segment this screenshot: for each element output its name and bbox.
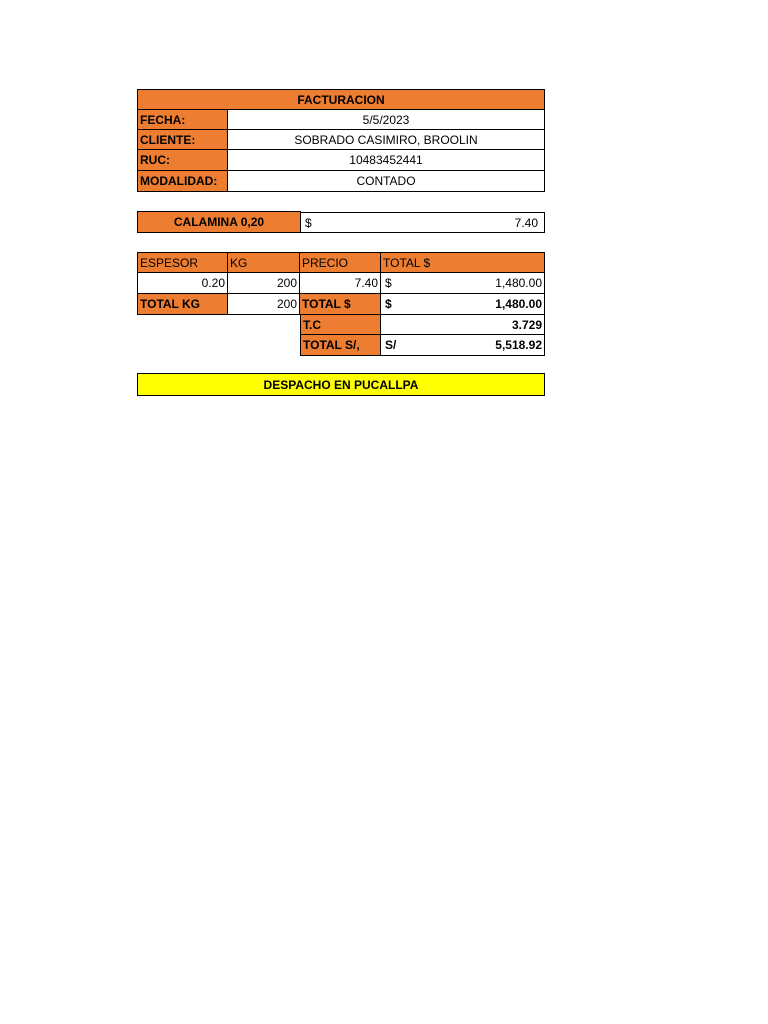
- cliente-label: CLIENTE:: [137, 130, 228, 150]
- product-price-cell: [301, 212, 545, 233]
- modalidad-value: CONTADO: [228, 171, 545, 192]
- row-kg: 200: [228, 273, 300, 294]
- currency-symbol: $: [305, 215, 312, 230]
- tc-value: 3.729: [381, 315, 545, 335]
- header-total-usd: TOTAL $: [381, 252, 545, 273]
- product-price: 7.40: [514, 215, 538, 230]
- fecha-value: 5/5/2023: [228, 110, 545, 130]
- total-soles-label: TOTAL S/,: [300, 335, 381, 356]
- total-usd-value: 1,480.00: [495, 297, 542, 311]
- row-precio: 7.40: [300, 273, 381, 294]
- total-usd-cell: [381, 294, 545, 315]
- total-soles-value: 5,518.92: [495, 338, 542, 352]
- total-soles-cell: [381, 335, 545, 356]
- currency-symbol: S/: [385, 338, 397, 352]
- total-kg-value: 200: [228, 294, 300, 315]
- currency-symbol: $: [385, 276, 392, 290]
- ruc-label: RUC:: [137, 150, 228, 171]
- row-total: 1,480.00: [495, 276, 542, 290]
- fecha-label: FECHA:: [137, 110, 228, 130]
- despacho-banner: DESPACHO EN PUCALLPA: [137, 373, 545, 396]
- product-name: CALAMINA 0,20: [137, 211, 301, 233]
- header-espesor: ESPESOR: [137, 252, 228, 273]
- header-precio: PRECIO: [300, 252, 381, 273]
- row-espesor: 0.20: [137, 273, 228, 294]
- ruc-value: 10483452441: [228, 150, 545, 171]
- modalidad-label: MODALIDAD:: [137, 171, 228, 192]
- invoice-title: FACTURACION: [137, 89, 545, 110]
- tc-label: T.C: [300, 315, 381, 335]
- total-kg-label: TOTAL KG: [137, 294, 228, 315]
- currency-symbol: $: [385, 297, 392, 311]
- cliente-value: SOBRADO CASIMIRO, BROOLIN: [228, 130, 545, 150]
- header-kg: KG: [228, 252, 300, 273]
- row-total-cell: [381, 273, 545, 294]
- total-usd-label: TOTAL $: [300, 294, 381, 315]
